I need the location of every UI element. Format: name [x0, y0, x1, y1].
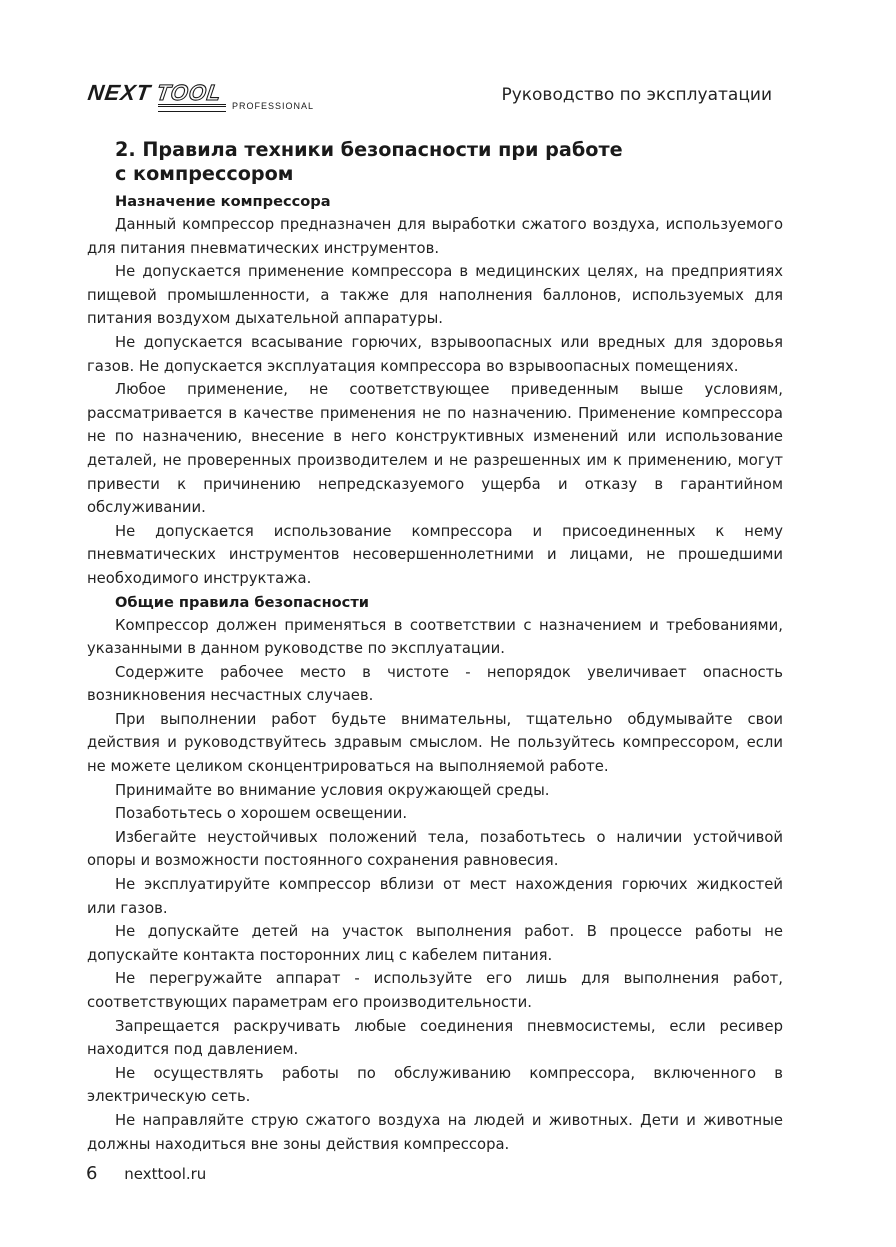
paragraph: Содержите рабочее место в чистоте - непорядок увеличивает опасность возникновения несчастных случаев.	[87, 663, 783, 705]
page-footer	[86, 1164, 206, 1184]
paragraph: Данный компрессор предназначен для выработки сжатого воздуха, используемого для питания пневматических инструментов.	[87, 216, 783, 257]
paragraph: Не направляйте струю сжатого воздуха на людей и животных. Дети и животные должны находиться вне зоны действия компрессора.	[87, 1111, 783, 1153]
paragraph: Не допускается применение компрессора в медицинских целях, на предприятиях пищевой промышленности, а также для наполнения баллонов, используемых для питания воздухом дыхательной аппаратуры.	[87, 263, 783, 328]
paragraph: Не осуществлять работы по обслуживанию компрессора, включенного в электрическую сеть.	[87, 1064, 783, 1106]
logo-word-next: NEXT	[86, 80, 153, 105]
logo-professional-text: PROFESSIONAL	[232, 101, 315, 111]
paragraph: Любое применение, не соответствующее приведенным выше условиям, рассматривается в качестве применения не по назначению. Применение компрессора не по назначению, внесение в него конструктивных изменений или использование деталей, не проверенных производителем и не разрешенных им к применению, могут привести к причинению непредсказуемого ущерба и отказу в гарантийном обслуживании.	[87, 381, 783, 517]
subheading-purpose: Назначение компрессора	[115, 193, 331, 210]
brand-logo	[86, 80, 315, 112]
footer-site-link[interactable]: nexttool.ru	[124, 1165, 207, 1183]
paragraph: Избегайте неустойчивых положений тела, позаботьтесь о наличии устойчивой опоры и возможности постоянного сохранения равновесия.	[87, 828, 783, 870]
section-title	[115, 138, 783, 186]
paragraph: Не допускается всасывание горючих, взрывоопасных или вредных для здоровья газов. Не допускается эксплуатация компрессора во взрывоопасных помещениях.	[87, 333, 783, 375]
paragraph: Позаботьтесь о хорошем освещении.	[115, 805, 408, 823]
paragraph: При выполнении работ будьте внимательны, тщательно обдумывайте свои действия и руководствуйтесь здравым смыслом. Не пользуйтесь компрессором, если не можете целиком сконцентрироваться на выполняемой работе.	[87, 710, 783, 776]
paragraph: Запрещается раскручивать любые соединения пневмосистемы, если ресивер находится под давлением.	[87, 1017, 783, 1059]
paragraph: Не перегружайте аппарат - используйте его лишь для выполнения работ, соответствующих параметрам его производительности.	[87, 970, 783, 1011]
logo-stripes-icon	[158, 104, 226, 112]
page-content	[87, 138, 783, 1156]
subheading-general-safety: Общие правила безопасности	[115, 593, 370, 611]
page-number: 6	[86, 1163, 98, 1184]
paragraph: Не эксплуатируйте компрессор вблизи от мест нахождения горючих жидкостей или газов.	[87, 876, 783, 917]
paragraph: Не допускается использование компрессора и присоединенных к нему пневматических инструментов несовершеннолетними и лицами, не прошедшими необходимого инструктажа.	[87, 522, 783, 587]
section-title-line-2: с компрессором	[115, 162, 294, 185]
running-header-title: Руководство по эксплуатации	[501, 85, 772, 105]
paragraph: Компрессор должен применяться в соответствии с назначением и требованиями, указанными в данном руководстве по эксплуатации.	[87, 616, 783, 658]
logo-subline	[158, 101, 315, 111]
logo-word-tool: TOOL	[155, 80, 224, 105]
paragraph: Не допускайте детей на участок выполнения работ. В процессе работы не допускайте контакта посторонних лиц с кабелем питания.	[87, 923, 783, 964]
section-title-line-1: 2. Правила техники безопасности при работе	[115, 138, 623, 161]
paragraph: Принимайте во внимание условия окружающей среды.	[115, 781, 550, 799]
